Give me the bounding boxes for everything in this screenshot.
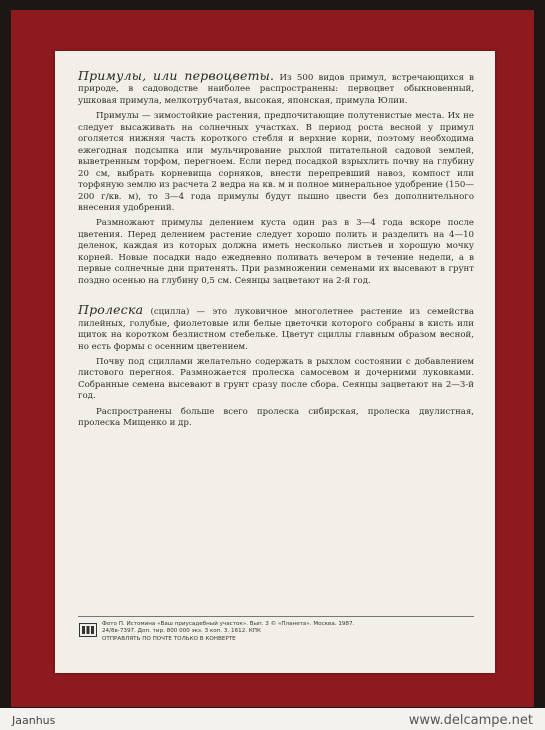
publisher-logo-icon: [78, 622, 98, 638]
scilla-heading: Пролеска: [78, 302, 144, 318]
primula-intro-text: Из 500 видов примул, встречающихся в природе, в садоводстве наиболее распространены: первоцвет обыкновенный, ушковая примула, мелкотрубчатая, высокая, японская, примула Юлии.: [78, 73, 475, 106]
seller-name: Jaanhus: [12, 714, 56, 727]
footer-mail-notice: ОТПРАВЛЯТЬ ПО ПОЧТЕ ТОЛЬКО В КОНВЕРТЕ: [102, 635, 236, 642]
scilla-paragraph-3: Распространены больше всего пролеска сибирская, пролеска двулистная, пролеска Мищенко и др.: [78, 406, 474, 429]
primula-paragraph-1: [78, 70, 474, 107]
article-text: [78, 70, 474, 434]
site-watermark: www.delcampe.net: [408, 713, 533, 728]
primula-paragraph-2: Примулы — зимостойкие растения, предпочитающие полутенистые места. Их не следует высаживать на солнечных участках. В период роста весной у примул оголяется нижняя часть короткого стебля и верхние корни, поэтому необходима ежегодная подсыпка или мульчирование рыхлой питательной садовой землей, выветренным торфом, перегноем. Если перед посадкой взрыхлить почву на глубину 20 см, выбрать корневища сорняков, внести перепревший навоз, компост или торфяную землю из расчета 2 ведра на кв. м и полное минеральное удобрение (150—200 г/кв. м), то 3—4 года примулы будут пышно цвести без дополнительного внесения удобрений.: [78, 111, 474, 213]
scilla-intro-text: — это луковичное многолетнее растение из семейства лилейных, голубые, фиолетовые или белые цветочки которого собраны в кисть или щиток на коротком безлистном стебельке. Цветут сциллы главным образом весной, но есть формы с осенним цветением.: [78, 307, 475, 352]
primula-heading: Примулы, или первоцветы.: [78, 68, 275, 83]
footer-print-line: 24/8в-7397. Доп. тир. 800 000 экз. 3 коп. 3. 1612. КПК: [102, 628, 261, 635]
scilla-subtitle: (сцилла): [143, 307, 190, 318]
primula-paragraph-3: Размножают примулы делением куста один раз в 3—4 года вскоре после цветения. Перед делением растение следует хорошо полить и разделить на 4—10 деленок, каждая из которых должна иметь несколько листьев и хорошую мочку корней. Новые посадки надо ежедневно поливать вечером в течение недели, а в первые солнечные дни притенять. При размножении семенами их высевают в грунт поздно осенью на глубину 0,5 см. Сеянцы зацветают на 2-й год.: [78, 218, 474, 286]
scilla-paragraph-1: [78, 304, 474, 353]
publisher-footer: [78, 616, 474, 643]
image-caption-bar: [0, 712, 545, 730]
postcard-back: [55, 51, 495, 673]
scilla-paragraph-2: Почву под сциллами желательно содержать в рыхлом состоянии с добавлением листового перегноя. Размножается пролеска самосевом и дочерними луковками. Собранные семена высевают в грунт сразу после сбора. Сеянцы зацветают на 2—3-й год.: [78, 356, 474, 402]
footer-credit-line: Фото П. Истомина «Ваш приусадебный участок». Вып. 3 © «Планета». Москва. 1987.: [102, 621, 355, 627]
